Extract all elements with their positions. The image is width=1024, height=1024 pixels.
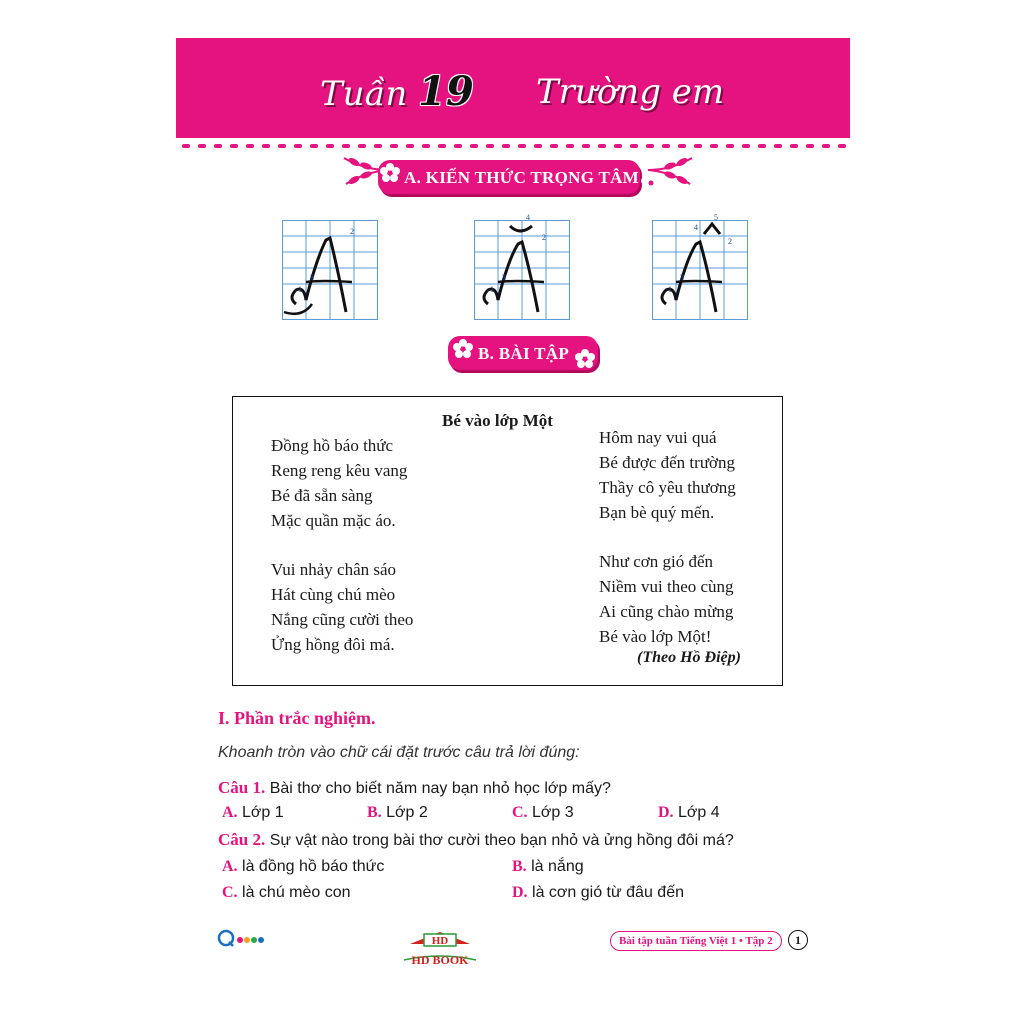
stroke-number: 1 — [490, 285, 494, 294]
option-text: Lớp 3 — [532, 804, 574, 821]
poem-line: Reng reng kêu vang — [271, 461, 408, 480]
answer-option-q1-b[interactable] — [367, 804, 428, 822]
stroke-number: 3 — [502, 273, 506, 282]
poem-line: Bạn bè quý mến. — [599, 503, 715, 522]
letter-practice-a-circumflex — [652, 213, 748, 320]
flower-icon — [640, 172, 662, 194]
stroke-number: 4 — [526, 213, 530, 222]
hd-book-logo — [400, 930, 480, 970]
question-1 — [218, 778, 611, 798]
poem-line: Bé vào lớp Một! — [599, 627, 712, 646]
week-label — [320, 68, 474, 115]
stroke-number: 4 — [694, 223, 698, 232]
answer-option-q2-a[interactable] — [222, 858, 384, 876]
option-text: là nắng — [531, 858, 584, 875]
question-label: Câu 1. — [218, 778, 266, 797]
option-key: A. — [222, 804, 238, 821]
stroke-number: 2 — [542, 233, 546, 242]
stroke-number: 2 — [728, 237, 732, 246]
question-text: Bài thơ cho biết năm nay bạn nhỏ học lớp mấy? — [269, 780, 611, 797]
publisher-logo-text: HD BOOK — [411, 953, 469, 967]
letter-practice-a — [282, 220, 378, 320]
poem-line: Đồng hồ báo thức — [271, 436, 394, 455]
stroke-number: 1 — [668, 285, 672, 294]
answer-option-q2-b[interactable] — [512, 858, 584, 876]
poem-line: Hôm nay vui quá — [599, 428, 717, 447]
stroke-number: 3 — [310, 273, 314, 282]
stroke-number: 2 — [350, 227, 354, 236]
poem-attribution: (Theo Hồ Điệp) — [637, 649, 741, 666]
option-text: là cơn gió từ đâu đến — [532, 884, 684, 901]
svg-text:HD: HD — [431, 935, 449, 947]
answer-option-q1-d[interactable] — [658, 804, 720, 822]
stroke-number: 1 — [298, 285, 302, 294]
letter-practice-a-breve — [474, 213, 570, 320]
answer-option-q1-c[interactable] — [512, 804, 574, 822]
poem-line: Bé được đến trường — [599, 453, 736, 472]
question-text: Sự vật nào trong bài thơ cười theo bạn nhỏ và ửng hồng đôi má? — [269, 832, 734, 849]
poem-line: Niềm vui theo cùng — [599, 577, 734, 596]
option-key: D. — [658, 804, 674, 821]
poem-line: Nắng cũng cười theo — [271, 610, 414, 629]
section-b-label: B. BÀI TẬP — [478, 344, 570, 363]
page-number: 1 — [788, 930, 808, 950]
poem-column-right — [599, 425, 736, 649]
poem-line: Vui nhảy chân sáo — [271, 560, 397, 579]
option-key: C. — [512, 804, 528, 821]
section-a-label: A. KIẾN THỨC TRỌNG TÂM — [404, 168, 640, 187]
banner-wave-border — [176, 118, 850, 158]
part1-instruction: Khoanh tròn vào chữ cái đặt trước câu trả lời đúng: — [218, 744, 580, 761]
week-word: Tuần — [320, 74, 408, 114]
stroke-number: 3 — [680, 273, 684, 282]
poem-title: Bé vào lớp Một — [442, 411, 553, 430]
option-text: Lớp 2 — [386, 804, 428, 821]
poem-box — [232, 396, 783, 686]
poem-line: Mặc quần mặc áo. — [271, 511, 396, 530]
section-a-heading — [378, 160, 640, 194]
part1-title: I. Phần trắc nghiệm. — [218, 708, 376, 728]
answer-option-q2-c[interactable] — [222, 884, 351, 902]
book-title-badge: Bài tập tuần Tiếng Việt 1 • Tập 2 — [610, 931, 782, 951]
poem-line: Ửng hồng đôi má. — [271, 635, 395, 654]
option-text: là đồng hồ báo thức — [242, 858, 385, 875]
poem-line: Bé đã sẵn sàng — [271, 486, 373, 505]
qbooks-logo — [218, 926, 268, 950]
week-number: 19 — [418, 68, 474, 115]
option-text: Lớp 1 — [242, 804, 284, 821]
question-2 — [218, 830, 734, 850]
page-title: Trường em — [536, 72, 725, 112]
poem-line: Thầy cô yêu thương — [599, 478, 736, 497]
poem-line: Hát cùng chú mèo — [271, 585, 396, 604]
option-key: B. — [512, 858, 527, 875]
option-key: C. — [222, 884, 238, 901]
flower-icon — [379, 162, 401, 184]
option-text: Lớp 4 — [678, 804, 720, 821]
flower-icon — [452, 338, 474, 360]
poem-column-left — [271, 433, 413, 657]
poem-line: Ai cũng chào mừng — [599, 602, 734, 621]
answer-option-q1-a[interactable] — [222, 804, 284, 822]
option-key: D. — [512, 884, 528, 901]
answer-option-q2-d[interactable] — [512, 884, 684, 902]
option-text: là chú mèo con — [242, 884, 351, 901]
stroke-number: 5 — [714, 213, 718, 222]
poem-line: Như cơn gió đến — [599, 552, 714, 571]
flower-icon — [574, 348, 596, 370]
option-key: A. — [222, 858, 238, 875]
option-key: B. — [367, 804, 382, 821]
question-label: Câu 2. — [218, 830, 266, 849]
